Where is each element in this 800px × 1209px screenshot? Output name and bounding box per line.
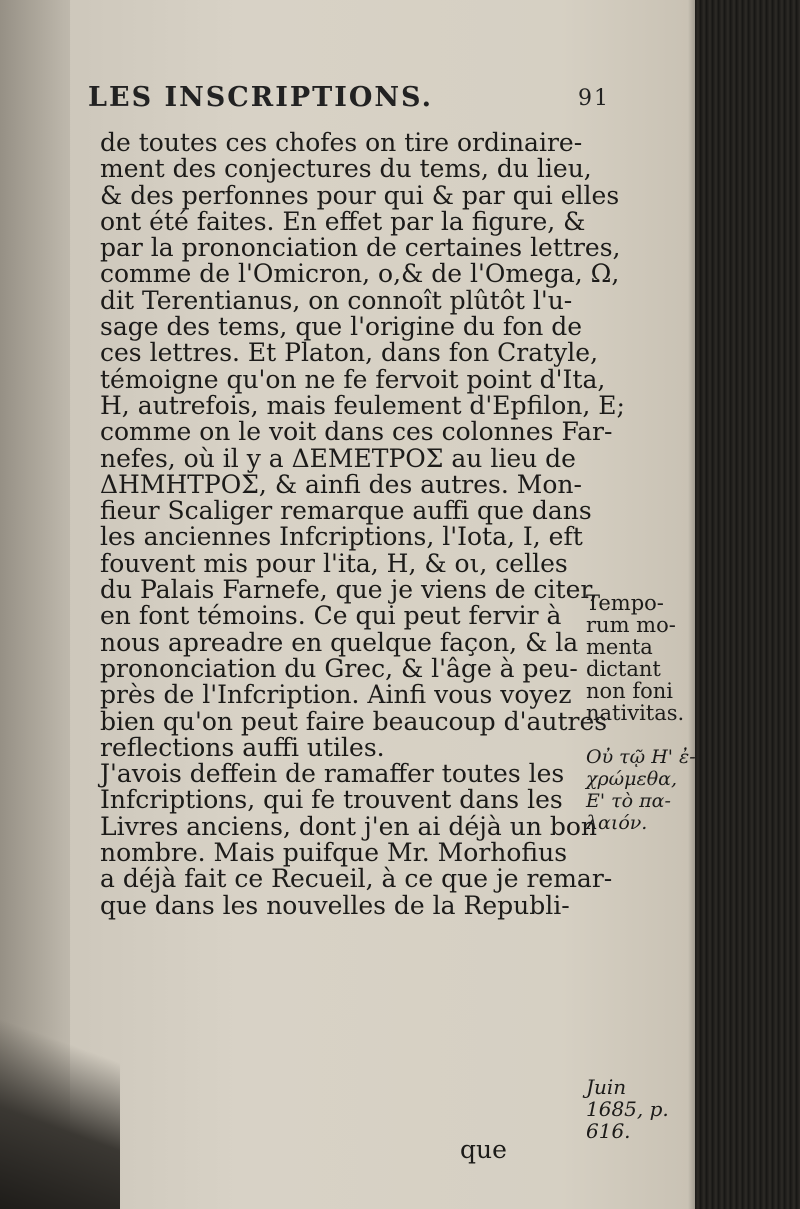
text-line: de toutes ces chofes on tire ordinaire- — [100, 128, 583, 157]
main-text-block — [100, 130, 630, 919]
text-line: comme de l'Omicron, o,& de l'Omega, Ω, — [100, 259, 620, 289]
margin-line: 616. — [586, 1119, 631, 1143]
margin-line: Οὐ τῷ Η' ἐ- — [586, 746, 696, 768]
margin-note-greek — [586, 746, 696, 834]
margin-line: rum mo- — [586, 613, 676, 637]
text-line: sage des tems, que l'origine du fon de — [100, 312, 583, 342]
text-line: a déjà fait ce Recueil, à ce que je remar- — [100, 864, 613, 894]
margin-line: menta — [586, 635, 653, 659]
margin-line: λαιόν. — [586, 812, 648, 834]
margin-line: Ε' τὸ πα- — [586, 790, 671, 812]
text-line: ont été faites. En effet par la figure, & — [100, 206, 586, 236]
margin-line: 1685, p. — [586, 1097, 669, 1121]
margin-note-latin — [586, 592, 696, 724]
text-line: fouvent mis pour l'ita, H, & οι, celles — [100, 548, 568, 578]
text-line: bien qu'on peut faire beaucoup d'autres — [100, 706, 608, 736]
text-line: ΔΗΜΗΤΡΟΣ, & ainfi des autres. Mon- — [100, 469, 582, 499]
text-line: près de l'Infcription. Ainfi vous voyez — [100, 680, 572, 710]
text-line: & des perfonnes pour qui & par qui elles — [100, 180, 620, 210]
page-number: 91 — [578, 86, 610, 111]
text-line: Livres anciens, dont j'en ai déjà un bon — [100, 811, 598, 841]
bottom-corner-shadow — [0, 999, 120, 1209]
running-header — [82, 82, 642, 122]
catchword: que — [460, 1135, 507, 1164]
text-line: nous apreadre en quelque façon, & la — [100, 627, 579, 657]
text-line: ces lettres. Et Platon, dans fon Cratyle, — [100, 338, 599, 368]
text-line: comme on le voit dans ces colonnes Far- — [100, 417, 613, 447]
text-line: J'avois deffein de ramaffer toutes les — [100, 759, 565, 789]
margin-line: dictant — [586, 657, 661, 681]
margin-line: nativitas. — [586, 701, 685, 725]
text-line: nefes, où il y a ΔΕΜΕΤΡΟΣ au lieu de — [100, 443, 576, 473]
text-line: reflections auffi utiles. — [100, 732, 385, 762]
margin-line: χρώμεθα, — [586, 768, 678, 790]
text-line: que dans les nouvelles de la Republi- — [100, 890, 570, 920]
text-line: prononciation du Grec, & l'âge à peu- — [100, 653, 578, 683]
text-line: fieur Scaliger remarque auffi que dans — [100, 496, 592, 526]
text-line: les anciennes Infcriptions, l'Iota, I, eft — [100, 522, 583, 552]
text-line: H, autrefois, mais feulement d'Epfilon, E; — [100, 390, 625, 420]
text-line: Infcriptions, qui fe trouvent dans les — [100, 785, 563, 815]
text-line: en font témoins. Ce qui peut fervir à — [100, 601, 562, 631]
text-line: par la prononciation de certaines lettres, — [100, 233, 621, 263]
text-line: du Palais Farnefe, que je viens de citer, — [100, 575, 598, 605]
header-title: LES INSCRIPTIONS. — [88, 82, 433, 113]
margin-line: Tempo- — [586, 591, 664, 615]
margin-line: non foni — [586, 679, 674, 703]
page-edge-stack — [695, 0, 800, 1209]
text-line: témoigne qu'on ne fe fervoit point d'Ita, — [100, 364, 606, 394]
text-line: dit Terentianus, on connoît plûtôt l'u- — [100, 285, 573, 315]
margin-note-date — [586, 1076, 696, 1142]
text-line: nombre. Mais puifque Mr. Morhofius — [100, 838, 568, 868]
margin-line: Juin — [586, 1075, 627, 1099]
text-line: ment des conjectures du tems, du lieu, — [100, 154, 592, 184]
